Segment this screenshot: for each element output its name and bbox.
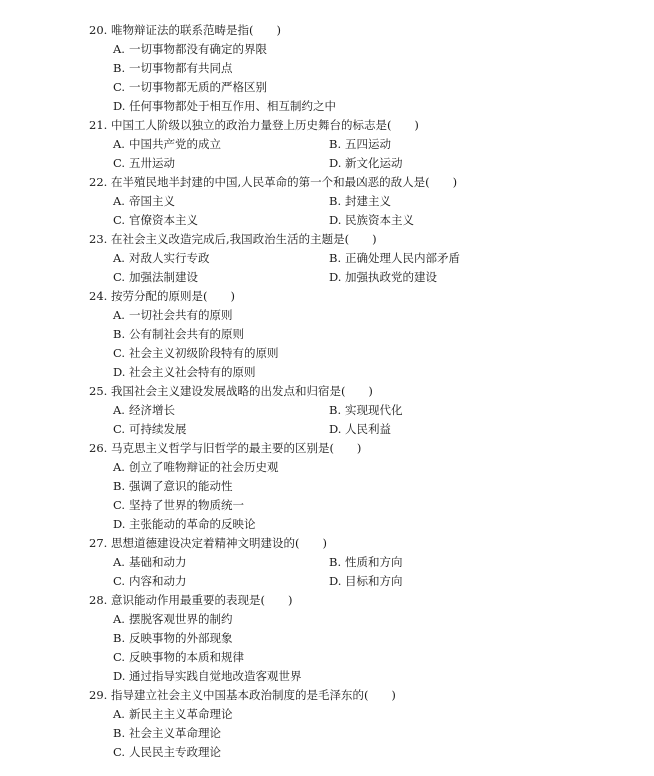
question-number: 29. — [89, 688, 108, 702]
question-item — [0, 534, 654, 591]
answer-option — [113, 135, 329, 154]
answer-option — [113, 268, 329, 287]
option-text: 基础和动力 — [129, 555, 187, 569]
question-number: 27. — [89, 536, 108, 550]
answer-option — [113, 496, 654, 515]
option-list — [0, 135, 654, 173]
answer-option — [113, 553, 329, 572]
option-list — [0, 705, 654, 762]
option-letter: C. — [113, 156, 126, 170]
question-stem — [0, 439, 654, 458]
option-letter: B. — [113, 479, 126, 493]
option-text: 帝国主义 — [129, 194, 175, 208]
option-letter: C. — [113, 270, 126, 284]
answer-option — [113, 648, 654, 667]
answer-option — [329, 572, 545, 591]
answer-option — [113, 192, 329, 211]
option-text: 创立了唯物辩证的社会历史观 — [129, 460, 279, 474]
question-number: 26. — [89, 441, 108, 455]
question-text: 马克思主义哲学与旧哲学的最主要的区别是( ) — [110, 441, 362, 455]
question-item — [0, 439, 654, 534]
option-letter: A. — [113, 460, 125, 474]
option-text: 社会主义初级阶段特有的原则 — [129, 346, 279, 360]
answer-option — [113, 515, 654, 534]
option-text: 人民利益 — [345, 422, 391, 436]
question-text: 思想道德建设决定着精神文明建设的( ) — [110, 536, 327, 550]
answer-option — [113, 40, 654, 59]
answer-option — [329, 268, 545, 287]
question-item — [0, 591, 654, 686]
option-letter: A. — [113, 251, 125, 265]
option-text: 任何事物都处于相互作用、相互制约之中 — [129, 99, 336, 113]
question-item — [0, 173, 654, 230]
option-text: 加强法制建设 — [129, 270, 198, 284]
question-number: 25. — [89, 384, 108, 398]
question-text: 在社会主义改造完成后,我国政治生活的主题是( ) — [110, 232, 377, 246]
option-list — [0, 40, 654, 116]
option-letter: D. — [113, 99, 126, 113]
option-list — [0, 553, 654, 591]
question-stem — [0, 287, 654, 306]
question-number: 22. — [89, 175, 108, 189]
answer-option — [113, 458, 654, 477]
option-letter: C. — [113, 346, 126, 360]
option-text: 官僚资本主义 — [129, 213, 198, 227]
question-item — [0, 287, 654, 382]
option-text: 反映事物的本质和规律 — [129, 650, 244, 664]
answer-option — [329, 249, 545, 268]
option-list — [0, 192, 654, 230]
option-letter: D. — [329, 156, 342, 170]
option-text: 实现现代化 — [345, 403, 403, 417]
option-letter: C. — [113, 745, 126, 759]
option-letter: D. — [329, 270, 342, 284]
option-text: 新民主主义革命理论 — [129, 707, 233, 721]
option-text: 坚持了世界的物质统一 — [129, 498, 244, 512]
option-text: 中国共产党的成立 — [129, 137, 221, 151]
question-stem — [0, 230, 654, 249]
option-letter: C. — [113, 213, 126, 227]
answer-option — [113, 211, 329, 230]
answer-option — [329, 211, 545, 230]
answer-option — [113, 154, 329, 173]
option-text: 人民民主专政理论 — [129, 745, 221, 759]
answer-option — [113, 78, 654, 97]
question-stem — [0, 686, 654, 705]
option-letter: D. — [329, 422, 342, 436]
question-item — [0, 21, 654, 116]
option-letter: A. — [113, 42, 125, 56]
option-text: 五四运动 — [345, 137, 391, 151]
option-text: 封建主义 — [345, 194, 391, 208]
option-letter: C. — [113, 422, 126, 436]
question-number: 20. — [89, 23, 108, 37]
option-letter: C. — [113, 574, 126, 588]
option-letter: B. — [113, 61, 126, 75]
answer-option — [113, 610, 654, 629]
option-text: 一切事物都没有确定的界限 — [129, 42, 267, 56]
question-number: 21. — [89, 118, 108, 132]
option-text: 民族资本主义 — [345, 213, 414, 227]
question-text: 意识能动作用最重要的表现是( ) — [110, 593, 293, 607]
option-letter: A. — [113, 137, 125, 151]
option-text: 经济增长 — [129, 403, 175, 417]
option-text: 目标和方向 — [345, 574, 403, 588]
question-stem — [0, 382, 654, 401]
option-text: 内容和动力 — [129, 574, 187, 588]
option-letter: A. — [113, 612, 125, 626]
option-text: 新文化运动 — [345, 156, 403, 170]
question-stem — [0, 21, 654, 40]
option-letter: A. — [113, 707, 125, 721]
option-text: 一切事物都有共同点 — [129, 61, 233, 75]
answer-option — [113, 344, 654, 363]
answer-option — [113, 306, 654, 325]
answer-option — [113, 743, 654, 762]
option-letter: B. — [113, 726, 126, 740]
option-letter: B. — [113, 327, 126, 341]
option-text: 性质和方向 — [345, 555, 403, 569]
option-text: 反映事物的外部现象 — [129, 631, 233, 645]
option-text: 五卅运动 — [129, 156, 175, 170]
question-item — [0, 382, 654, 439]
option-letter: D. — [329, 213, 342, 227]
answer-option — [329, 154, 545, 173]
option-text: 社会主义社会特有的原则 — [129, 365, 256, 379]
answer-option — [113, 420, 329, 439]
answer-option — [113, 477, 654, 496]
option-text: 加强执政党的建设 — [345, 270, 437, 284]
option-letter: A. — [113, 194, 125, 208]
option-letter: D. — [329, 574, 342, 588]
question-text: 我国社会主义建设发展战略的出发点和归宿是( ) — [110, 384, 373, 398]
option-letter: D. — [113, 517, 126, 531]
question-list — [0, 21, 654, 762]
option-text: 正确处理人民内部矛盾 — [345, 251, 460, 265]
question-text: 在半殖民地半封建的中国,人民革命的第一个和最凶恶的敌人是( ) — [110, 175, 458, 189]
answer-option — [113, 705, 654, 724]
option-text: 可持续发展 — [129, 422, 187, 436]
option-list — [0, 306, 654, 382]
question-stem — [0, 116, 654, 135]
answer-option — [113, 667, 654, 686]
option-letter: B. — [329, 403, 342, 417]
answer-option — [113, 629, 654, 648]
answer-option — [329, 401, 545, 420]
option-letter: B. — [329, 194, 342, 208]
question-text: 唯物辩证法的联系范畴是指( ) — [110, 23, 281, 37]
question-number: 23. — [89, 232, 108, 246]
option-letter: B. — [113, 631, 126, 645]
question-item — [0, 686, 654, 762]
question-stem — [0, 173, 654, 192]
answer-option — [329, 192, 545, 211]
option-letter: D. — [113, 669, 126, 683]
option-list — [0, 610, 654, 686]
option-letter: D. — [113, 365, 126, 379]
option-letter: C. — [113, 650, 126, 664]
answer-option — [113, 572, 329, 591]
question-stem — [0, 534, 654, 553]
question-item — [0, 116, 654, 173]
answer-option — [113, 249, 329, 268]
option-letter: C. — [113, 80, 126, 94]
option-text: 社会主义革命理论 — [129, 726, 221, 740]
question-item — [0, 230, 654, 287]
option-list — [0, 458, 654, 534]
answer-option — [329, 553, 545, 572]
option-text: 一切事物都无质的严格区别 — [129, 80, 267, 94]
question-stem — [0, 591, 654, 610]
answer-option — [113, 59, 654, 78]
question-number: 24. — [89, 289, 108, 303]
option-list — [0, 401, 654, 439]
option-text: 对敌人实行专政 — [129, 251, 210, 265]
answer-option — [329, 135, 545, 154]
option-list — [0, 249, 654, 287]
question-text: 中国工人阶级以独立的政治力量登上历史舞台的标志是( ) — [110, 118, 419, 132]
question-text: 指导建立社会主义中国基本政治制度的是毛泽东的( ) — [110, 688, 396, 702]
question-number: 28. — [89, 593, 108, 607]
option-text: 主张能动的革命的反映论 — [129, 517, 256, 531]
answer-option — [113, 401, 329, 420]
answer-option — [113, 363, 654, 382]
option-letter: A. — [113, 403, 125, 417]
answer-option — [113, 724, 654, 743]
question-text: 按劳分配的原则是( ) — [110, 289, 235, 303]
option-letter: B. — [329, 137, 342, 151]
option-letter: B. — [329, 555, 342, 569]
option-text: 公有制社会共有的原则 — [129, 327, 244, 341]
answer-option — [113, 325, 654, 344]
option-letter: B. — [329, 251, 342, 265]
answer-option — [329, 420, 545, 439]
answer-option — [113, 97, 654, 116]
option-text: 一切社会共有的原则 — [129, 308, 233, 322]
option-letter: A. — [113, 555, 125, 569]
option-text: 强调了意识的能动性 — [129, 479, 233, 493]
option-text: 摆脱客观世界的制约 — [129, 612, 233, 626]
option-text: 通过指导实践自觉地改造客观世界 — [129, 669, 302, 683]
option-letter: A. — [113, 308, 125, 322]
option-letter: C. — [113, 498, 126, 512]
